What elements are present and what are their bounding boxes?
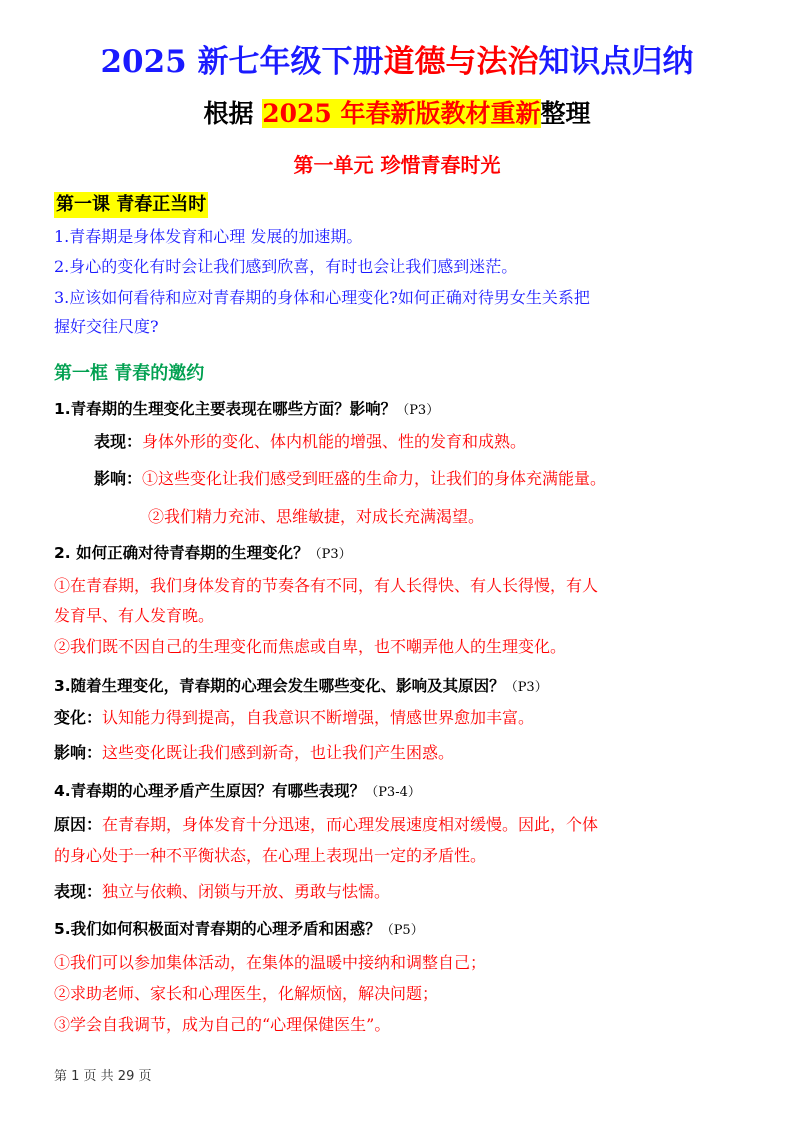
q3-bianhua-text: 认知能力得到提高，自我意识不断增强，情感世界愈加丰富。	[102, 708, 535, 727]
q3-bianhua-label: 变化：	[54, 708, 103, 727]
subtitle-highlight: 2025 年春新版教材重新	[262, 99, 541, 128]
q1-biaoxian	[94, 431, 742, 453]
document-title	[0, 38, 794, 86]
subtitle-prefix: 根据	[203, 99, 263, 128]
title-part-subject: 道德与法治	[383, 44, 539, 80]
question-3-page: （P3）	[504, 680, 548, 695]
q4-yuanyin-label: 原因：	[54, 815, 103, 834]
q2-answer-1: ①在青春期，我们身体发育的节奏各有不同，有人长得快、有人长得慢，有人	[54, 576, 599, 595]
q1-yingxiang-text-2: ②我们精力充沛、思维敏捷，对成长充满渴望。	[148, 507, 485, 526]
q1-biaoxian-text: 身体外形的变化、体内机能的增强、性的发育和成熟。	[142, 432, 527, 451]
q4-biaoxian-label: 表现：	[54, 882, 103, 901]
q4-biaoxian	[54, 881, 742, 903]
q4-yuanyin	[54, 814, 742, 836]
q4-yuanyin-text-2: 的身心处于一种不平衡状态，在心理上表现出一定的矛盾性。	[54, 846, 487, 865]
question-5	[54, 918, 742, 942]
q1-yingxiang	[94, 468, 742, 490]
question-2-page: （P3）	[308, 547, 352, 562]
q4-yuanyin-text-1: 在青春期，身体发育十分迅速，而心理发展速度相对缓慢。因此，个体	[102, 815, 599, 834]
unit-title: 第一单元 珍惜青春时光	[293, 153, 501, 177]
question-2-text: 2. 如何正确对待青春期的生理变化？	[54, 544, 309, 562]
question-3	[54, 675, 742, 699]
question-5-text: 5.我们如何积极面对青春期的心理矛盾和困惑？	[54, 920, 381, 938]
title-part-summary: 知识点归纳	[538, 44, 694, 80]
question-4-text: 4.青春期的心理矛盾产生原因？有哪些表现？	[54, 782, 366, 800]
q5-answer-1: ①我们可以参加集体活动，在集体的温暖中接纳和调整自己；	[54, 953, 487, 972]
q3-bianhua	[54, 707, 742, 729]
question-1	[54, 398, 742, 422]
page-footer: 第 1 页 共 29 页	[54, 1069, 152, 1084]
question-4-page: （P3-4）	[365, 785, 421, 800]
question-1-page: （P3）	[396, 403, 440, 418]
frame-title: 第一框 青春的邀约	[54, 363, 205, 384]
q1-biaoxian-label: 表现：	[94, 432, 143, 451]
question-4	[54, 780, 742, 804]
lesson-point-1: 1.青春期是身体发育和心理 发展的加速期。	[54, 227, 363, 246]
q3-yingxiang-label: 影响：	[54, 743, 103, 762]
q3-yingxiang	[54, 742, 742, 764]
lesson-point-3-cont: 握好交往尺度?	[54, 317, 159, 336]
question-1-text: 1.青春期的生理变化主要表现在哪些方面？影响？	[54, 400, 397, 418]
lesson-title: 第一课 青春正当时	[54, 192, 208, 218]
q2-answer-2: ②我们既不因自己的生理变化而焦虑或自卑，也不嘲弄他人的生理变化。	[54, 637, 567, 656]
q5-answer-2: ②求助老师、家长和心理医生，化解烦恼，解决问题；	[54, 984, 439, 1003]
question-5-page: （P5）	[380, 923, 424, 938]
lesson-point-3: 3.应该如何看待和应对青春期的身体和心理变化?如何正确对待男女生关系把	[54, 288, 590, 307]
title-part-grade: 2025 新七年级下册	[100, 44, 384, 80]
question-3-text: 3.随着生理变化，青春期的心理会发生哪些变化、影响及其原因？	[54, 677, 505, 695]
lesson-point-2: 2.身心的变化有时会让我们感到欣喜，有时也会让我们感到迷茫。	[54, 257, 518, 276]
subtitle-suffix: 整理	[540, 99, 591, 128]
q1-yingxiang-text-1: ①这些变化让我们感受到旺盛的生命力，让我们的身体充满能量。	[142, 469, 607, 488]
question-2	[54, 542, 742, 566]
q1-yingxiang-label: 影响：	[94, 469, 143, 488]
document-subtitle	[0, 96, 794, 132]
q4-biaoxian-text: 独立与依赖、闭锁与开放、勇敢与怯懦。	[102, 882, 391, 901]
q5-answer-3: ③学会自我调节，成为自己的“心理保健医生”。	[54, 1015, 391, 1034]
q3-yingxiang-text: 这些变化既让我们感到新奇，也让我们产生困惑。	[102, 743, 455, 762]
q2-answer-1-cont: 发育早、有人发育晚。	[54, 606, 215, 625]
